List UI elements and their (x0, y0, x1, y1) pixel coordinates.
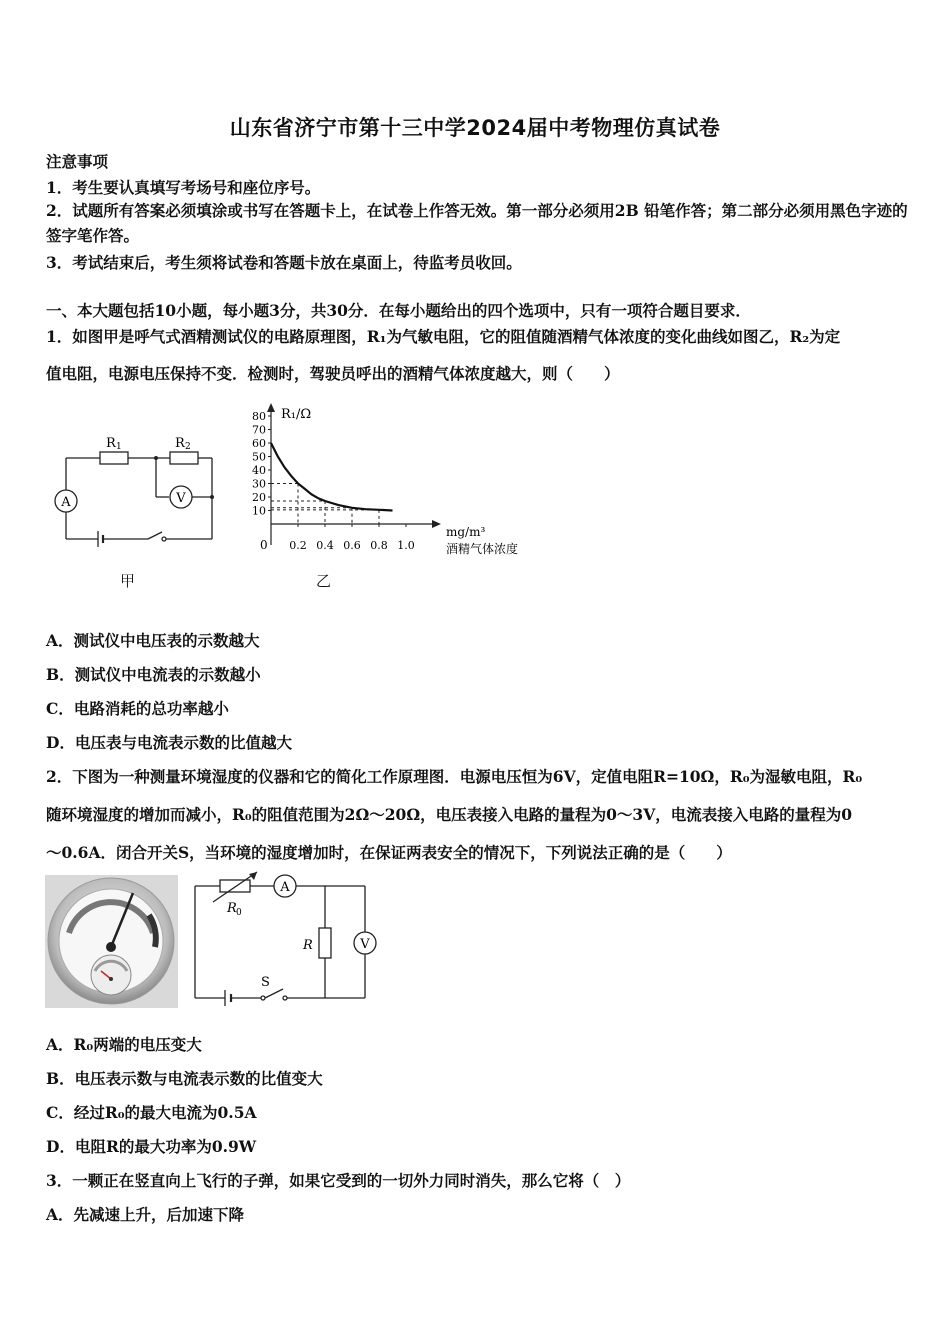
q2-stem-line-1: 2．下图为一种测量环境湿度的仪器和它的简化工作原理图．电源电压恒为6V，定值电阻R=10Ω，R₀为湿敏电阻，R₀ (46, 767, 863, 786)
x-tick-label-2: 0.6 (343, 539, 361, 552)
figure-jia-caption: 甲 (120, 572, 136, 590)
x-tick-label-1: 0.4 (316, 539, 334, 552)
y-axis-label: R₁/Ω (281, 407, 312, 422)
r1-label-sub: 1 (116, 442, 122, 452)
r2-resistor (170, 452, 198, 464)
origin-label: 0 (260, 538, 268, 552)
q2-switch-blade (265, 989, 283, 998)
q2-stem-line-3: ～0.6A．闭合开关S，当环境的湿度增加时，在保证两表安全的情况下，下列说法正确的是（ ） (46, 843, 732, 862)
r-resistor (319, 928, 331, 958)
q3-option-a[interactable]: A．先减速上升，后加速下降 (46, 1205, 245, 1224)
r0-resistor (220, 880, 250, 892)
voltmeter-label: V (176, 491, 186, 506)
y-tick-label-5: 60 (252, 437, 266, 450)
notice-item-3: 3．考试结束后，考生须将试卷和答题卡放在桌面上，待监考员收回。 (46, 253, 522, 272)
resistance-curve (271, 443, 393, 511)
q2-stem-line-2: 随环境湿度的增加而减小，R₀的阻值范围为2Ω～20Ω，电压表接入电路的量程为0～3V，电流表接入电路的量程为0 (46, 805, 853, 824)
r1-resistor (100, 452, 128, 464)
page-title: 山东省济宁市第十三中学2024届中考物理仿真试卷 (229, 116, 721, 140)
q1-option-b[interactable]: B．测试仪中电流表的示数越小 (46, 665, 261, 684)
q1-option-d[interactable]: D．电压表与电流表示数的比值越大 (46, 733, 292, 752)
q1-stem-line-1: 1．如图甲是呼气式酒精测试仪的电路原理图，R₁为气敏电阻，它的阻值随酒精气体浓度的变化曲线如图乙，R₂为定 (46, 327, 841, 346)
notice-heading: 注意事项 (46, 152, 109, 171)
x-tick-label-4: 1.0 (397, 539, 415, 552)
q2-option-a[interactable]: A．R₀两端的电压变大 (46, 1035, 202, 1054)
q2-option-d[interactable]: D．电阻R的最大功率为0.9W (46, 1137, 257, 1156)
q1-circuit-diagram (44, 425, 224, 557)
figure-yi-caption: 乙 (316, 572, 332, 590)
y-axis-arrow (267, 403, 275, 412)
r0-label-sub: 0 (236, 908, 242, 918)
y-tick-label-0: 10 (252, 504, 266, 518)
x-tick-label-3: 0.8 (370, 539, 388, 552)
y-tick-label-1: 20 (252, 491, 266, 504)
q3-stem: 3．一颗正在竖直向上飞行的子弹，如果它受到的一切外力同时消失，那么它将（ ） (46, 1171, 631, 1190)
r2-label: R (175, 436, 185, 451)
y-tick-label-4: 50 (252, 450, 266, 464)
q1-option-c[interactable]: C．电路消耗的总功率越小 (46, 699, 229, 718)
notice-item-1: 1．考生要认真填写考场号和座位序号。 (46, 178, 321, 197)
y-tick-label-2: 30 (252, 477, 266, 491)
y-tick-label-3: 40 (252, 464, 266, 477)
section-1-heading: 一、本大题包括10小题，每小题3分，共30分．在每小题给出的四个选项中，只有一项符合题目要求． (46, 301, 751, 320)
q1-stem-line-2: 值电阻，电源电压保持不变．检测时，驾驶员呼出的酒精气体浓度越大，则（ ） (46, 364, 620, 383)
ammeter-label: A (61, 495, 71, 510)
q1-resistance-chart (240, 400, 550, 565)
x-axis-arrow (432, 520, 441, 528)
switch-contact (162, 537, 166, 541)
notice-item-2: 2．试题所有答案必须填涂或书写在答题卡上，在试卷上作答无效。第一部分必须用2B 铅笔作答；第二部分必须用黑色字迹的签字笔作答。 (46, 201, 908, 245)
q2-circuit-diagram (185, 870, 380, 1010)
q2-option-c[interactable]: C．经过R₀的最大电流为0.5A (46, 1103, 257, 1122)
x-axis-unit: mg/m³ (446, 525, 486, 539)
y-tick-label-7: 80 (252, 410, 266, 423)
q2-voltmeter-label: V (360, 937, 370, 952)
q1-option-a[interactable]: A．测试仪中电压表的示数越大 (46, 631, 260, 650)
switch-label: S (261, 975, 270, 990)
r0-label: R (227, 901, 237, 916)
x-axis-label: 酒精气体浓度 (446, 542, 519, 556)
r-label: R (303, 938, 313, 953)
y-tick-label-6: 70 (252, 423, 266, 437)
r1-label: R (106, 436, 116, 451)
q2-option-b[interactable]: B．电压表示数与电流表示数的比值变大 (46, 1069, 323, 1088)
hygrometer-photo (45, 875, 178, 1008)
x-tick-label-0: 0.2 (289, 539, 307, 552)
q2-ammeter-label: A (280, 880, 290, 895)
r2-label-sub: 2 (185, 442, 191, 452)
switch-blade (148, 532, 162, 539)
